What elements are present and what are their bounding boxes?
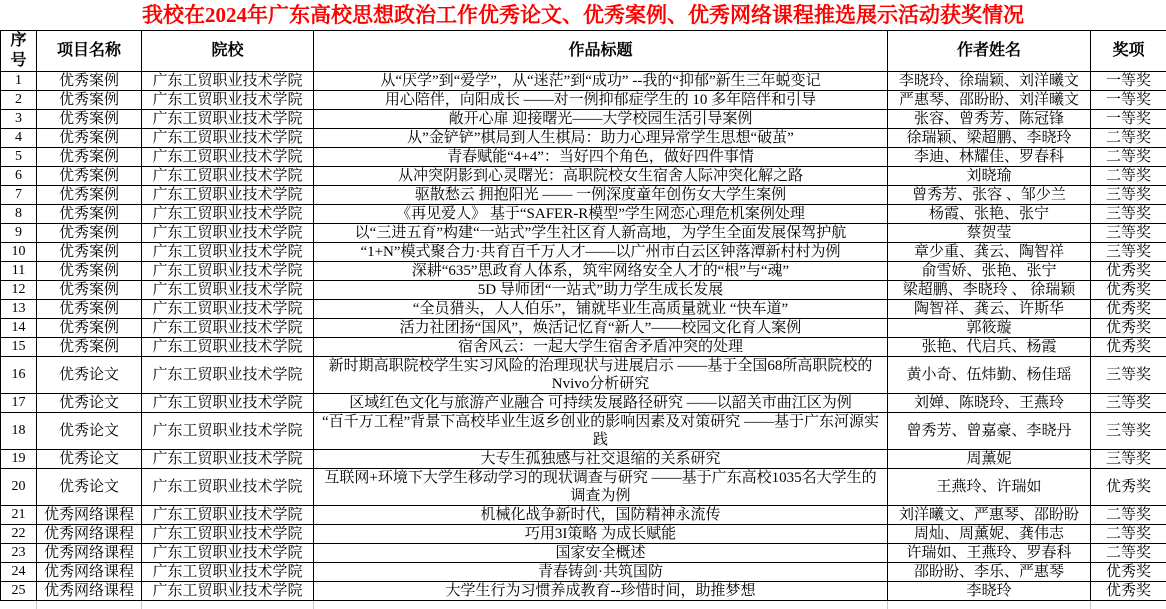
cell-award[interactable]: 三等奖	[1091, 450, 1166, 469]
cell-work[interactable]: 互联网+环境下大学生移动学习的现状调查与研究 ——基于广东高校1035名大学生的调查为例	[314, 469, 888, 506]
cell-no[interactable]: 16	[1, 357, 37, 394]
cell-authors[interactable]: 刘婵、陈晓玲、王燕玲	[888, 394, 1091, 413]
cell-institution[interactable]: 广东工贸职业技术学院	[142, 110, 314, 129]
cell-award[interactable]: 优秀奖	[1091, 469, 1166, 506]
table-row	[1, 243, 1166, 262]
cell-no[interactable]: 4	[1, 129, 37, 148]
cell-institution[interactable]: 广东工贸职业技术学院	[142, 72, 314, 91]
cell-work[interactable]: 宿舍风云：一起大学生宿舍矛盾冲突的处理	[314, 338, 888, 357]
cell-institution[interactable]: 广东工贸职业技术学院	[142, 544, 314, 563]
cell-category[interactable]: 优秀案例	[37, 319, 142, 338]
cell-authors[interactable]: 杨霞、张艳、张宁	[888, 205, 1091, 224]
table-row	[1, 544, 1166, 563]
cell-authors[interactable]: 张艳、代启兵、杨霞	[888, 338, 1091, 357]
grid-remnant-line	[141, 601, 142, 609]
table-row	[1, 563, 1166, 582]
cell-institution[interactable]: 广东工贸职业技术学院	[142, 243, 314, 262]
cell-award[interactable]: 优秀奖	[1091, 281, 1166, 300]
cell-authors[interactable]: 严惠琴、邵盼盼、刘洋曦文	[888, 91, 1091, 110]
cell-authors[interactable]: 梁超鹏、李晓玲 、 徐瑞颖	[888, 281, 1091, 300]
cell-category[interactable]: 优秀网络课程	[37, 582, 142, 601]
cell-work[interactable]: 驱散愁云 拥抱阳光 —— 一例深度童年创伤女大学生案例	[314, 186, 888, 205]
grid-remnant-line	[1090, 601, 1091, 609]
cell-institution[interactable]: 广东工贸职业技术学院	[142, 506, 314, 525]
cell-category[interactable]: 优秀论文	[37, 394, 142, 413]
table-row	[1, 357, 1166, 394]
table-row	[1, 91, 1166, 110]
grid-remnant-line	[36, 601, 37, 609]
cell-no[interactable]: 9	[1, 224, 37, 243]
cell-award[interactable]: 一等奖	[1091, 110, 1166, 129]
cell-institution[interactable]: 广东工贸职业技术学院	[142, 394, 314, 413]
table-row	[1, 582, 1166, 601]
table-row	[1, 394, 1166, 413]
table-row	[1, 224, 1166, 243]
cell-no[interactable]: 19	[1, 450, 37, 469]
cell-category[interactable]: 优秀案例	[37, 186, 142, 205]
cell-institution[interactable]: 广东工贸职业技术学院	[142, 338, 314, 357]
cell-category[interactable]: 优秀案例	[37, 110, 142, 129]
cell-no[interactable]: 23	[1, 544, 37, 563]
cell-authors[interactable]: 陶智祥、龚云、许斯华	[888, 300, 1091, 319]
table-row	[1, 506, 1166, 525]
cell-category[interactable]: 优秀网络课程	[37, 506, 142, 525]
cell-authors[interactable]: 张容、曾秀芳、陈冠锋	[888, 110, 1091, 129]
cell-authors[interactable]: 黄小奇、伍炜勤、杨佳瑶	[888, 357, 1091, 394]
col-header-award[interactable]: 奖项	[1091, 31, 1166, 72]
cell-award[interactable]: 二等奖	[1091, 506, 1166, 525]
cell-award[interactable]: 三等奖	[1091, 205, 1166, 224]
table-row	[1, 262, 1166, 281]
cell-award[interactable]: 三等奖	[1091, 357, 1166, 394]
cell-institution[interactable]: 广东工贸职业技术学院	[142, 582, 314, 601]
cell-work[interactable]: 深耕“635”思政育人体系，筑牢网络安全人才的“根”与“魂”	[314, 262, 888, 281]
cell-category[interactable]: 优秀案例	[37, 338, 142, 357]
cell-category[interactable]: 优秀论文	[37, 413, 142, 450]
table-row	[1, 129, 1166, 148]
cell-award[interactable]: 二等奖	[1091, 148, 1166, 167]
cell-award[interactable]: 二等奖	[1091, 129, 1166, 148]
cell-no[interactable]: 1	[1, 72, 37, 91]
table-row	[1, 186, 1166, 205]
cell-work[interactable]: 以“三进五育”构建“一站式”学生社区育人新高地，为学生全面发展保驾护航	[314, 224, 888, 243]
cell-category[interactable]: 优秀网络课程	[37, 563, 142, 582]
col-header-authors[interactable]: 作者姓名	[888, 31, 1091, 72]
cell-institution[interactable]: 广东工贸职业技术学院	[142, 224, 314, 243]
cell-authors[interactable]: 周薰妮	[888, 450, 1091, 469]
cell-work[interactable]: 用心陪伴，向阳成长 ——对一例抑郁症学生的 10 多年陪伴和引导	[314, 91, 888, 110]
cell-no[interactable]: 20	[1, 469, 37, 506]
cell-no[interactable]: 25	[1, 582, 37, 601]
cell-institution[interactable]: 广东工贸职业技术学院	[142, 205, 314, 224]
grid-remnant-line	[887, 601, 888, 609]
cell-no[interactable]: 17	[1, 394, 37, 413]
table-row	[1, 450, 1166, 469]
cell-category[interactable]: 优秀案例	[37, 281, 142, 300]
cell-authors[interactable]: 邵盼盼、李乐、严惠琴	[888, 563, 1091, 582]
cell-work[interactable]: 大专生孤独感与社交退缩的关系研究	[314, 450, 888, 469]
cell-category[interactable]: 优秀论文	[37, 357, 142, 394]
cell-award[interactable]: 优秀奖	[1091, 300, 1166, 319]
cell-authors[interactable]: 郭筱璇	[888, 319, 1091, 338]
cell-category[interactable]: 优秀网络课程	[37, 525, 142, 544]
cell-authors[interactable]: 徐瑞颖、梁超鹏、李晓玲	[888, 129, 1091, 148]
cell-authors[interactable]: 李晓玲	[888, 582, 1091, 601]
cell-award[interactable]: 二等奖	[1091, 167, 1166, 186]
cell-authors[interactable]: 许瑞如、王燕玲、罗春科	[888, 544, 1091, 563]
cell-award[interactable]: 一等奖	[1091, 91, 1166, 110]
cell-institution[interactable]: 广东工贸职业技术学院	[142, 186, 314, 205]
cell-authors[interactable]: 蔡贺莹	[888, 224, 1091, 243]
cell-category[interactable]: 优秀论文	[37, 469, 142, 506]
cell-authors[interactable]: 王燕玲、许瑞如	[888, 469, 1091, 506]
cell-category[interactable]: 优秀案例	[37, 205, 142, 224]
cell-no[interactable]: 18	[1, 413, 37, 450]
cell-no[interactable]: 7	[1, 186, 37, 205]
grid-remnant	[0, 601, 1166, 609]
cell-category[interactable]: 优秀案例	[37, 300, 142, 319]
cell-institution[interactable]: 广东工贸职业技术学院	[142, 129, 314, 148]
cell-award[interactable]: 三等奖	[1091, 413, 1166, 450]
table-row	[1, 205, 1166, 224]
cell-award[interactable]: 优秀奖	[1091, 319, 1166, 338]
table-row	[1, 72, 1166, 91]
cell-authors[interactable]: 曾秀芳、张容 、邹少兰	[888, 186, 1091, 205]
cell-authors[interactable]: 李迪、林耀佳、罗春科	[888, 148, 1091, 167]
cell-authors[interactable]: 刘晓瑜	[888, 167, 1091, 186]
awards-table	[0, 30, 1166, 601]
cell-authors[interactable]: 刘洋曦文、严惠琴、邵盼盼	[888, 506, 1091, 525]
cell-authors[interactable]: 周灿、周薰妮、龚伟志	[888, 525, 1091, 544]
cell-institution[interactable]: 广东工贸职业技术学院	[142, 91, 314, 110]
cell-award[interactable]: 二等奖	[1091, 544, 1166, 563]
cell-institution[interactable]: 广东工贸职业技术学院	[142, 300, 314, 319]
cell-institution[interactable]: 广东工贸职业技术学院	[142, 262, 314, 281]
cell-work[interactable]: 敞开心扉 迎接曙光——大学校园生活引导案例	[314, 110, 888, 129]
cell-no[interactable]: 12	[1, 281, 37, 300]
cell-category[interactable]: 优秀案例	[37, 224, 142, 243]
cell-work[interactable]: 从“厌学”到“爱学”，从“迷茫”到“成功” --我的“抑郁”新生三年蜕变记	[314, 72, 888, 91]
cell-institution[interactable]: 广东工贸职业技术学院	[142, 357, 314, 394]
cell-work[interactable]: 区域红色文化与旅游产业融合 可持续发展路径研究 ——以韶关市曲江区为例	[314, 394, 888, 413]
cell-institution[interactable]: 广东工贸职业技术学院	[142, 281, 314, 300]
cell-no[interactable]: 22	[1, 525, 37, 544]
cell-work[interactable]: “百千万工程”背景下高校毕业生返乡创业的影响因素及对策研究 ——基于广东河源实践	[314, 413, 888, 450]
cell-institution[interactable]: 广东工贸职业技术学院	[142, 450, 314, 469]
cell-work[interactable]: 机械化战争新时代，国防精神永流传	[314, 506, 888, 525]
page-title: 我校在2024年广东高校思想政治工作优秀论文、优秀案例、优秀网络课程推选展示活动获奖情况	[0, 0, 1166, 30]
cell-category[interactable]: 优秀案例	[37, 148, 142, 167]
cell-institution[interactable]: 广东工贸职业技术学院	[142, 563, 314, 582]
table-row	[1, 300, 1166, 319]
col-header-institution[interactable]: 院校	[142, 31, 314, 72]
cell-institution[interactable]: 广东工贸职业技术学院	[142, 148, 314, 167]
table-row	[1, 338, 1166, 357]
cell-no[interactable]: 24	[1, 563, 37, 582]
cell-no[interactable]: 10	[1, 243, 37, 262]
cell-award[interactable]: 二等奖	[1091, 525, 1166, 544]
header-row	[1, 31, 1166, 72]
col-header-no[interactable]: 序号	[1, 31, 37, 72]
cell-work[interactable]: 《再见爱人》 基于“SAFER-R模型”学生网恋心理危机案例处理	[314, 205, 888, 224]
cell-award[interactable]: 三等奖	[1091, 394, 1166, 413]
cell-no[interactable]: 21	[1, 506, 37, 525]
cell-institution[interactable]: 广东工贸职业技术学院	[142, 525, 314, 544]
cell-no[interactable]: 5	[1, 148, 37, 167]
cell-category[interactable]: 优秀案例	[37, 129, 142, 148]
table-row	[1, 148, 1166, 167]
cell-authors[interactable]: 俞雪娇、张艳、张宁	[888, 262, 1091, 281]
cell-award[interactable]: 优秀奖	[1091, 563, 1166, 582]
cell-work[interactable]: 青春铸剑·共筑国防	[314, 563, 888, 582]
col-header-work-title[interactable]: 作品标题	[314, 31, 888, 72]
cell-award[interactable]: 三等奖	[1091, 243, 1166, 262]
cell-work[interactable]: 巧用3I策略 为成长赋能	[314, 525, 888, 544]
cell-institution[interactable]: 广东工贸职业技术学院	[142, 319, 314, 338]
table-row	[1, 469, 1166, 506]
cell-institution[interactable]: 广东工贸职业技术学院	[142, 413, 314, 450]
cell-award[interactable]: 优秀奖	[1091, 582, 1166, 601]
cell-no[interactable]: 6	[1, 167, 37, 186]
cell-award[interactable]: 优秀奖	[1091, 338, 1166, 357]
cell-work[interactable]: 大学生行为习惯养成教育--珍惜时间，助推梦想	[314, 582, 888, 601]
cell-award[interactable]: 三等奖	[1091, 186, 1166, 205]
cell-authors[interactable]: 李晓玲、徐瑞颖、刘洋曦文	[888, 72, 1091, 91]
cell-work[interactable]: 新时期高职院校学生实习风险的治理现状与进展启示 ——基于全国68所高职院校的Nvivo分析研究	[314, 357, 888, 394]
cell-category[interactable]: 优秀案例	[37, 262, 142, 281]
cell-no[interactable]: 8	[1, 205, 37, 224]
cell-category[interactable]: 优秀案例	[37, 167, 142, 186]
cell-work[interactable]: “1+N”模式聚合力·共育百千万人才——以广州市白云区钟落潭新村村为例	[314, 243, 888, 262]
cell-work[interactable]: 从”金铲铲”棋局到人生棋局：助力心理异常学生思想“破茧”	[314, 129, 888, 148]
cell-work[interactable]: 从冲突阴影到心灵曙光：高职院校女生宿舍人际冲突化解之路	[314, 167, 888, 186]
cell-work[interactable]: 国家安全概述	[314, 544, 888, 563]
table-row	[1, 110, 1166, 129]
table-row	[1, 319, 1166, 338]
cell-institution[interactable]: 广东工贸职业技术学院	[142, 167, 314, 186]
grid-remnant-line	[313, 601, 314, 609]
cell-authors[interactable]: 章少重、龚云、陶智祥	[888, 243, 1091, 262]
cell-category[interactable]: 优秀案例	[37, 91, 142, 110]
cell-award[interactable]: 一等奖	[1091, 72, 1166, 91]
cell-category[interactable]: 优秀案例	[37, 243, 142, 262]
cell-no[interactable]: 2	[1, 91, 37, 110]
cell-institution[interactable]: 广东工贸职业技术学院	[142, 469, 314, 506]
cell-award[interactable]: 优秀奖	[1091, 262, 1166, 281]
cell-work[interactable]: “全员猎头，人人伯乐”，铺就毕业生高质量就业 “快车道”	[314, 300, 888, 319]
cell-work[interactable]: 5D 导师团“一站式”助力学生成长发展	[314, 281, 888, 300]
cell-award[interactable]: 三等奖	[1091, 224, 1166, 243]
cell-no[interactable]: 14	[1, 319, 37, 338]
cell-category[interactable]: 优秀案例	[37, 72, 142, 91]
cell-no[interactable]: 3	[1, 110, 37, 129]
table-row	[1, 525, 1166, 544]
cell-category[interactable]: 优秀网络课程	[37, 544, 142, 563]
col-header-category[interactable]: 项目名称	[37, 31, 142, 72]
cell-no[interactable]: 15	[1, 338, 37, 357]
cell-authors[interactable]: 曾秀芳、曾嘉豪、李晓丹	[888, 413, 1091, 450]
cell-no[interactable]: 13	[1, 300, 37, 319]
table-row	[1, 413, 1166, 450]
table-row	[1, 167, 1166, 186]
cell-work[interactable]: 活力社团扬“国风”，焕活记忆育“新人”——校园文化育人案例	[314, 319, 888, 338]
table-row	[1, 281, 1166, 300]
cell-work[interactable]: 青春赋能“4+4”：当好四个角色，做好四件事情	[314, 148, 888, 167]
cell-no[interactable]: 11	[1, 262, 37, 281]
cell-category[interactable]: 优秀论文	[37, 450, 142, 469]
